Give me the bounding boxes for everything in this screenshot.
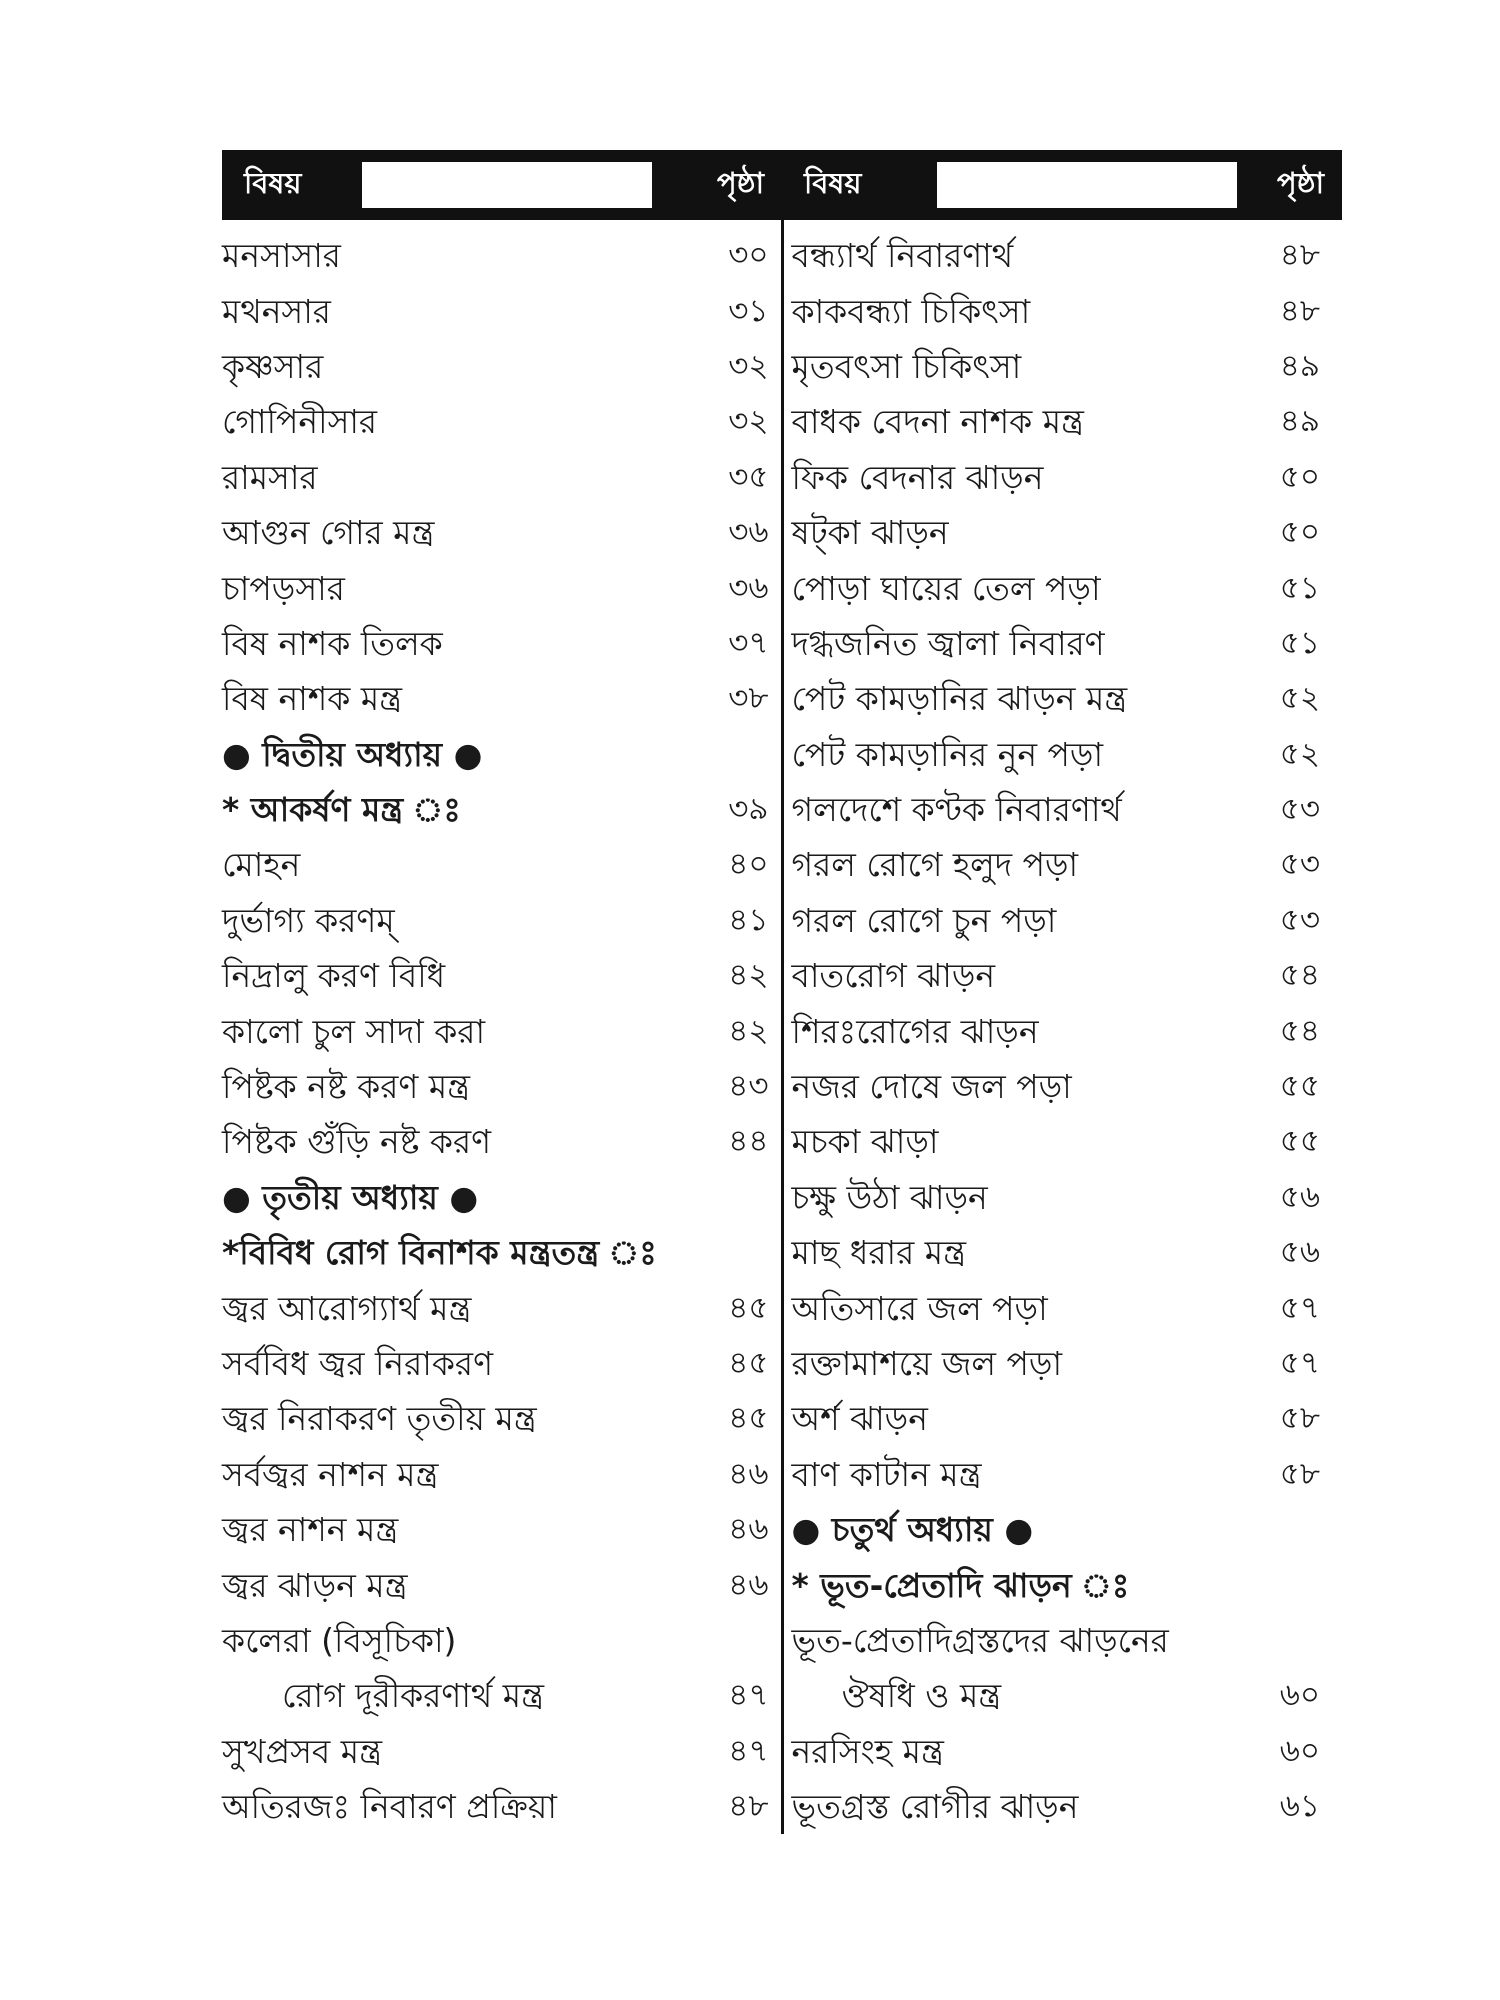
entry-title: দুর্ভাগ্য করণম্ [222,900,395,940]
entry-page: ৫৩ [1279,846,1320,883]
entry-page: ৫৮ [1279,1455,1320,1492]
toc-entry [222,228,781,283]
toc-entry [222,1668,781,1723]
entry-title: আগুন গোর মন্ত্র [222,513,435,553]
entry-title: পেট কামড়ানির ঝাড়ন মন্ত্র [791,679,1128,719]
toc-entry [222,948,781,1003]
entry-title: দগ্ধজনিত জ্বালা নিবারণ [791,623,1105,663]
entry-page: ৫১ [1279,569,1320,606]
toc-entry [784,1003,1343,1058]
entry-title: ● দ্বিতীয় অধ্যায় ● [222,734,483,774]
header-topic-label: বিষয় [244,165,302,200]
entry-page: ৫৫ [1279,1068,1320,1105]
toc-entry [222,782,781,837]
entry-title: মথনসার [222,291,331,331]
entry-page: ৪১ [728,901,769,938]
toc-entry [784,1114,1343,1169]
toc-entry [784,450,1343,505]
entry-title: অতিসারে জল পড়া [791,1288,1048,1328]
entry-title: পিষ্টক নষ্ট করণ মন্ত্র [222,1067,471,1107]
toc-entry [784,283,1343,338]
toc-entry [784,339,1343,394]
entry-title: ঔষধি ও মন্ত্র [841,1676,1002,1716]
entry-title: ভূত-প্রেতাদিগ্রস্তদের ঝাড়নের [791,1620,1169,1660]
entry-page: ৫৮ [1279,1400,1320,1437]
entry-title: নরসিংহ মন্ত্র [791,1731,944,1771]
entry-page: ৪৮ [1279,292,1320,329]
entry-title: কলেরা (বিসূচিকা) [222,1620,457,1660]
entry-title: রোগ দূরীকরণার্থ মন্ত্র [282,1676,545,1716]
entry-page: ৬০ [1279,1677,1320,1714]
entry-page: ৪৬ [728,1455,769,1492]
toc-header [222,150,1342,220]
entry-title: জ্বর আরোগ্যার্থ মন্ত্র [222,1288,472,1328]
entry-title: ● চতুর্থ অধ্যায় ● [791,1510,1034,1550]
toc-entry [784,1447,1343,1502]
entry-title: পেট কামড়ানির নুন পড়া [791,734,1104,774]
entry-page: ৩৫ [728,458,769,495]
entry-page: ৩৬ [728,514,769,551]
entry-title: বাধক বেদনা নাশক মন্ত্র [791,402,1084,442]
entry-title: * ভূত-প্রেতাদি ঝাড়ন ঃ [791,1565,1130,1605]
entry-page: ৪৩ [728,1068,769,1105]
entry-page: ৫০ [1279,514,1320,551]
entry-page: ৩১ [728,292,769,329]
entry-page: ৩৮ [728,680,769,717]
header-page-label: পৃষ্ঠা [1277,165,1324,200]
entry-page: ৫১ [1279,624,1320,661]
toc-entry [222,1059,781,1114]
toc-entry [784,560,1343,615]
entry-page: ৪৬ [728,1566,769,1603]
toc-entry [222,1502,781,1557]
entry-page: ৪৯ [1279,347,1320,384]
entry-page: ৫৩ [1279,791,1320,828]
entry-title: গরল রোগে চুন পড়া [791,900,1057,940]
table-of-contents [222,150,1342,1834]
entry-page: ৫৬ [1279,1234,1320,1271]
toc-entry [222,671,781,726]
entry-title: শিরঃরোগের ঝাড়ন [791,1011,1039,1051]
entry-title: নজর দোষে জল পড়া [791,1067,1072,1107]
entry-title: চাপড়সার [222,568,345,608]
toc-entry [784,782,1343,837]
toc-entry [784,1502,1343,1557]
entry-title: মচকা ঝাড়া [791,1122,939,1162]
entry-title: গরল রোগে হলুদ পড়া [791,845,1079,885]
entry-page: ৪৫ [728,1345,769,1381]
toc-entry [222,1724,781,1779]
toc-entry [784,1557,1343,1612]
entry-page: ৫৭ [1279,1289,1320,1326]
entry-title: মোহন [222,845,301,885]
entry-page: ৫০ [1279,458,1320,495]
entry-page: ৪৮ [728,1788,769,1825]
entry-title: * আকর্ষণ মন্ত্র ঃ [222,790,461,830]
entry-page: ৫২ [1279,735,1320,772]
toc-entry [784,1724,1343,1779]
entry-page: ৩৬ [728,569,769,606]
toc-entry [222,505,781,560]
toc-entry [222,1114,781,1169]
toc-entry [784,1225,1343,1280]
toc-entry [784,1668,1343,1723]
toc-entry [222,1003,781,1058]
entry-page: ৪৭ [728,1677,769,1714]
header-blank-box [937,162,1237,208]
toc-entry [784,837,1343,892]
toc-entry [784,727,1343,782]
entry-page: ৪৮ [1279,237,1320,274]
entry-title: রক্তামাশয়ে জল পড়া [791,1344,1063,1383]
toc-entry [784,671,1343,726]
toc-entry [222,560,781,615]
entry-page: ৫৬ [1279,1178,1320,1215]
entry-page: ৫৪ [1279,957,1320,994]
toc-entry [784,1779,1343,1834]
toc-column-left [222,220,784,1834]
header-page-label: পৃষ্ঠা [717,165,764,200]
entry-title: জ্বর নিরাকরণ তৃতীয় মন্ত্র [222,1399,537,1439]
entry-page: ৩৭ [728,624,769,661]
toc-entry [784,1336,1343,1391]
entry-page: ৫৩ [1279,901,1320,938]
toc-entry [222,1280,781,1335]
entry-title: মৃতবৎসা চিকিৎসা [791,346,1022,386]
toc-entry [222,1336,781,1391]
entry-title: পিষ্টক গুঁড়ি নষ্ট করণ [222,1122,492,1162]
toc-entry [222,1447,781,1502]
toc-entry [222,893,781,948]
entry-page: ৬০ [1279,1732,1320,1769]
entry-page: ৫৭ [1279,1345,1320,1381]
entry-title: নিদ্রালু করণ বিধি [222,956,446,996]
toc-entry [222,616,781,671]
entry-title: রামসার [222,457,318,497]
toc-entry [222,1557,781,1612]
entry-page: ৪৪ [728,1123,769,1160]
entry-title: কাকবন্ধ্যা চিকিৎসা [791,291,1031,331]
entry-title: ভূতগ্রস্ত রোগীর ঝাড়ন [791,1787,1079,1827]
entry-title: বাতরোগ ঝাড়ন [791,956,996,996]
entry-title: অতিরজঃ নিবারণ প্রক্রিয়া [222,1787,557,1827]
entry-page: ৪৭ [728,1732,769,1769]
toc-entry [784,228,1343,283]
toc-entry [222,450,781,505]
entry-page: ৪৫ [728,1289,769,1326]
header-topic-label: বিষয় [804,165,862,200]
entry-title: সর্ববিধ জ্বর নিরাকরণ [222,1344,494,1383]
toc-entry [784,948,1343,1003]
entry-page: ৪২ [728,1012,769,1049]
entry-title: মনসাসার [222,236,341,276]
toc-entry [784,1280,1343,1335]
entry-page: ৩০ [728,237,769,274]
entry-title: চক্ষু উঠা ঝাড়ন [791,1177,988,1217]
header-blank-box [362,162,652,208]
entry-title: গলদেশে কণ্টক নিবারণার্থ [791,790,1122,830]
entry-title: বিষ নাশক তিলক [222,623,443,663]
toc-entry [784,1170,1343,1225]
entry-page: ৬১ [1279,1788,1320,1825]
toc-column-right [784,220,1343,1834]
toc-entry [784,1059,1343,1114]
entry-page: ৩২ [728,347,769,384]
entry-title: কালো চুল সাদা করা [222,1011,486,1051]
toc-entry [784,1391,1343,1446]
entry-page: ৪০ [728,846,769,883]
entry-page: ৫২ [1279,680,1320,717]
entry-title: জ্বর নাশন মন্ত্র [222,1510,399,1550]
header-left [222,150,782,220]
entry-title: ফিক বেদনার ঝাড়ন [791,457,1044,497]
entry-title: সুখপ্রসব মন্ত্র [222,1731,382,1771]
entry-page: ৪৬ [728,1511,769,1548]
entry-title: ● তৃতীয় অধ্যায় ● [222,1177,479,1217]
entry-title: গোপিনীসার [222,402,378,442]
entry-page: ৪২ [728,957,769,994]
entry-page: ৪৫ [728,1400,769,1437]
toc-entry [222,1225,781,1280]
toc-entry [222,1170,781,1225]
entry-page: ৫৫ [1279,1123,1320,1160]
toc-entry [222,283,781,338]
entry-title: মাছ ধরার মন্ত্র [791,1233,966,1273]
entry-page: ৪৯ [1279,403,1320,440]
entry-title: অর্শ ঝাড়ন [791,1399,928,1439]
entry-title: সর্বজ্বর নাশন মন্ত্র [222,1454,439,1494]
entry-title: *বিবিধ রোগ বিনাশক মন্ত্রতন্ত্র ঃ [222,1233,657,1273]
entry-title: জ্বর ঝাড়ন মন্ত্র [222,1565,408,1605]
toc-entry [222,1779,781,1834]
entry-title: ষট্‌কা ঝাড়ন [791,513,949,553]
header-right [782,150,1342,220]
entry-title: বন্ধ্যার্থ নিবারণার্থ [791,236,1014,276]
toc-entry [222,837,781,892]
toc-entry [222,394,781,449]
entry-title: বাণ কাটান মন্ত্র [791,1454,982,1494]
toc-entry [222,339,781,394]
toc-entry [784,1613,1343,1668]
toc-entry [784,505,1343,560]
toc-entry [222,727,781,782]
toc-entry [784,616,1343,671]
entry-page: ৩৯ [728,791,769,828]
entry-title: বিষ নাশক মন্ত্র [222,679,403,719]
toc-entry [784,394,1343,449]
toc-entry [222,1613,781,1668]
entry-title: পোড়া ঘায়ের তেল পড়া [791,568,1101,608]
entry-page: ৫৪ [1279,1012,1320,1049]
entry-title: কৃষ্ণসার [222,346,324,386]
toc-entry [784,893,1343,948]
entry-page: ৩২ [728,403,769,440]
toc-entry [222,1391,781,1446]
